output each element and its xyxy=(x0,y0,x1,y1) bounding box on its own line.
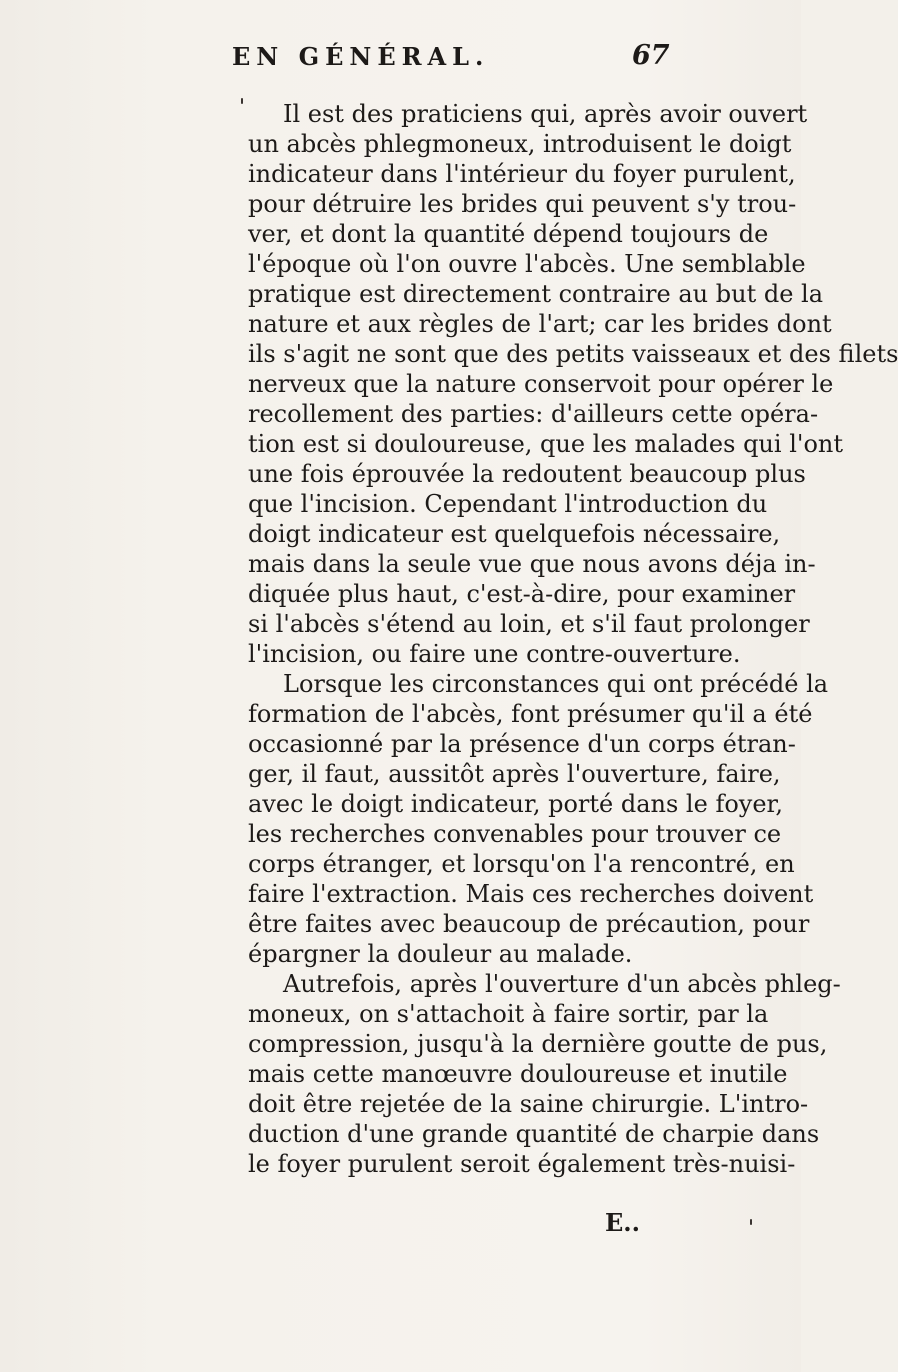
text-line: une fois éprouvée la redoutent beaucoup plus xyxy=(248,460,806,488)
text-line: compression, jusqu'à la dernière goutte de pus, xyxy=(248,1030,828,1058)
text-line: mais cette manœuvre douloureuse et inutile xyxy=(248,1060,788,1088)
text-line: doit être rejetée de la saine chirurgie. L'intro- xyxy=(248,1090,809,1118)
ink-mark xyxy=(241,98,243,104)
text-line: les recherches convenables pour trouver ce xyxy=(248,820,782,848)
text-line: Autrefois, après l'ouverture d'un abcès phleg- xyxy=(283,970,841,998)
text-line: occasionné par la présence d'un corps étran- xyxy=(248,730,796,758)
text-line: avec le doigt indicateur, porté dans le foyer, xyxy=(248,790,783,818)
text-line: que l'incision. Cependant l'introduction du xyxy=(248,490,768,518)
text-line: ger, il faut, aussitôt après l'ouverture, faire, xyxy=(248,760,781,788)
text-line: faire l'extraction. Mais ces recherches doivent xyxy=(248,880,814,908)
text-line: un abcès phlegmoneux, introduisent le doigt xyxy=(248,130,792,158)
running-head: EN GÉNÉRAL. xyxy=(232,42,490,71)
text-line: formation de l'abcès, font présumer qu'il a été xyxy=(248,700,813,728)
text-line: doigt indicateur est quelquefois nécessaire, xyxy=(248,520,781,548)
ink-mark xyxy=(750,1219,752,1225)
text-line: mais dans la seule vue que nous avons déja in- xyxy=(248,550,816,578)
text-line: ils s'agit ne sont que des petits vaisseaux et des filets xyxy=(248,340,898,368)
page-header xyxy=(0,40,801,80)
text-line: duction d'une grande quantité de charpie dans xyxy=(248,1120,820,1148)
page-number: 67 xyxy=(632,40,670,71)
text-line: pratique est directement contraire au but de la xyxy=(248,280,824,308)
text-line: indicateur dans l'intérieur du foyer purulent, xyxy=(248,160,796,188)
text-line: si l'abcès s'étend au loin, et s'il faut prolonger xyxy=(248,610,810,638)
text-line: l'incision, ou faire une contre-ouverture. xyxy=(248,640,741,668)
text-line: nerveux que la nature conservoit pour opérer le xyxy=(248,370,834,398)
text-line: l'époque où l'on ouvre l'abcès. Une semblable xyxy=(248,250,806,278)
text-line: épargner la douleur au malade. xyxy=(248,940,633,968)
text-line: Il est des praticiens qui, après avoir ouvert xyxy=(283,100,808,128)
text-line: Lorsque les circonstances qui ont précédé la xyxy=(283,670,829,698)
text-line: recollement des parties: d'ailleurs cette opéra- xyxy=(248,400,819,428)
text-line: tion est si douloureuse, que les malades qui l'ont xyxy=(248,430,844,458)
text-line: corps étranger, et lorsqu'on l'a rencontré, en xyxy=(248,850,795,878)
text-line: pour détruire les brides qui peuvent s'y trou- xyxy=(248,190,797,218)
text-line: le foyer purulent seroit également très-nuisi- xyxy=(248,1150,796,1178)
text-line: ver, et dont la quantité dépend toujours de xyxy=(248,220,769,248)
signature-mark: E.. xyxy=(605,1208,641,1237)
text-line: nature et aux règles de l'art; car les brides dont xyxy=(248,310,832,338)
text-line: moneux, on s'attachoit à faire sortir, par la xyxy=(248,1000,769,1028)
text-line: diquée plus haut, c'est-à-dire, pour examiner xyxy=(248,580,796,608)
text-line: être faites avec beaucoup de précaution, pour xyxy=(248,910,810,938)
